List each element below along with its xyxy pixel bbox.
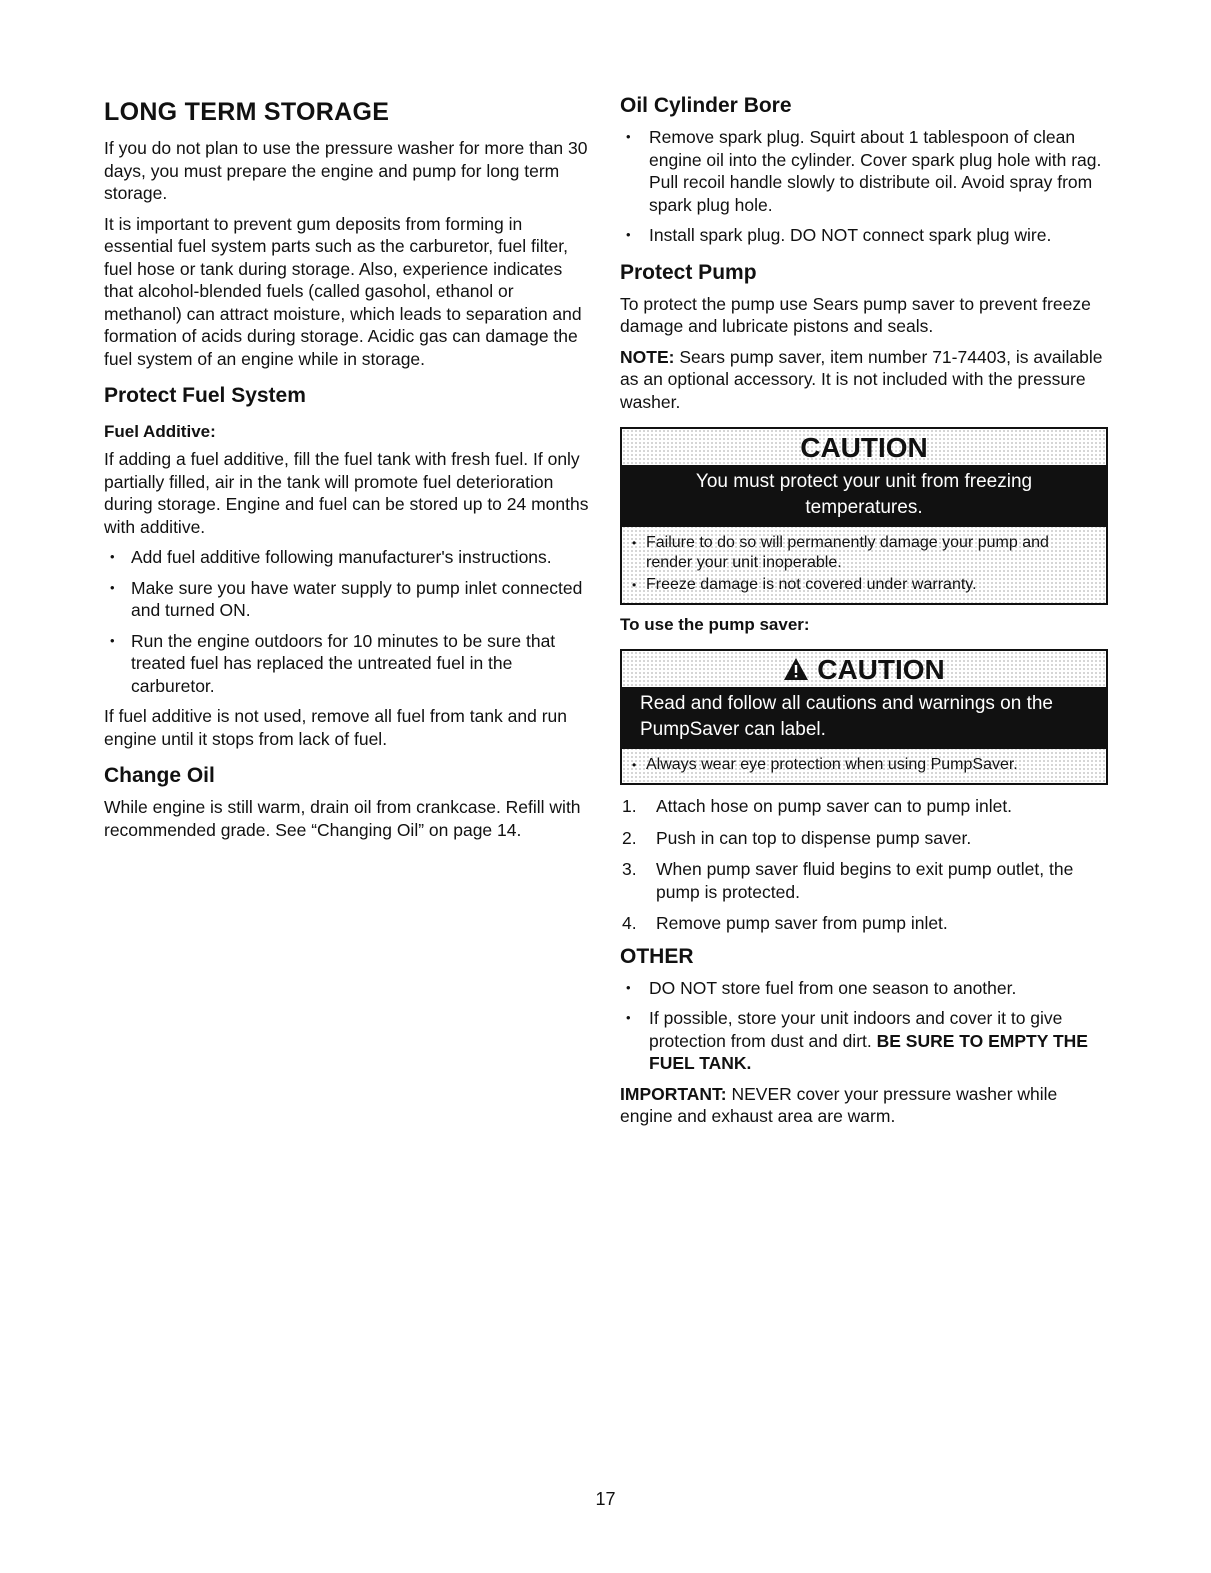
list-item: • Run the engine outdoors for 10 minutes to be sure that treated fuel has replaced the untreated fuel in the carburetor. bbox=[104, 630, 596, 698]
protect-pump-heading: Protect Pump bbox=[620, 260, 757, 284]
right-column bbox=[620, 92, 1108, 1136]
caution-list bbox=[622, 749, 1106, 783]
caution-heading: CAUTION bbox=[817, 654, 945, 685]
list-item: • Add fuel additive following manufacturer's instructions. bbox=[104, 546, 596, 569]
step-number: 3. bbox=[622, 859, 637, 879]
intro-paragraph-2: It is important to prevent gum deposits from forming in essential fuel system parts such as the carburetor, fuel filter, fuel hose or tank during storage. Also, experience indicates that alcohol-blended fuels (called gasohol, ethanol or methanol) can attract moisture, which leads to separation and formation of acids during storage. Acidic gas can damage the fuel system of an engine while in storage. bbox=[104, 213, 582, 369]
step-number: 2. bbox=[622, 827, 637, 848]
list-item: • DO NOT store fuel from one season to another. bbox=[620, 977, 1108, 1000]
page-number: 17 bbox=[595, 1489, 616, 1509]
caution-band: You must protect your unit from freezing temperatures. bbox=[622, 465, 1106, 527]
fuel-additive-heading: Fuel Additive: bbox=[104, 422, 216, 441]
oil-cylinder-list bbox=[620, 126, 1108, 247]
caution-heading-row bbox=[622, 651, 1106, 687]
step-text: Attach hose on pump saver can to pump inlet. bbox=[656, 796, 1013, 816]
pump-saver-steps bbox=[620, 795, 1108, 935]
step-item bbox=[620, 912, 1108, 935]
page-title: LONG TERM STORAGE bbox=[104, 98, 390, 126]
caution-list bbox=[622, 527, 1106, 603]
step-text: Remove pump saver from pump inlet. bbox=[656, 913, 948, 933]
other-bullet-text: If possible, store your unit indoors and cover it to give protection from dust and dirt. bbox=[649, 1008, 1063, 1051]
step-item bbox=[620, 795, 1108, 818]
list-item: • Install spark plug. DO NOT connect spark plug wire. bbox=[620, 224, 1108, 247]
important-paragraph bbox=[620, 1083, 1108, 1128]
important-text: NEVER cover your pressure washer while engine and exhaust area are warm. bbox=[620, 1083, 1058, 1126]
step-number: 1. bbox=[622, 796, 637, 816]
step-item bbox=[620, 858, 1108, 903]
list-item: • Make sure you have water supply to pump inlet connected and turned ON. bbox=[104, 577, 596, 622]
intro-paragraph-1: If you do not plan to use the pressure washer for more than 30 days, you must prepare the engine and pump for long term storage. bbox=[104, 138, 588, 203]
change-oil-heading: Change Oil bbox=[104, 764, 215, 787]
list-item: • Remove spark plug. Squirt about 1 tablespoon of clean engine oil into the cylinder. Cover spark plug hole with rag. Pull recoil handle slowly to distribute oil. Avoid spray from spark plug hole. bbox=[620, 126, 1108, 216]
protect-fuel-system-heading: Protect Fuel System bbox=[104, 384, 306, 407]
step-item bbox=[620, 827, 1108, 850]
list-item bbox=[620, 1007, 1108, 1075]
other-bullet-bold: BE SURE TO EMPTY THE FUEL TANK. bbox=[649, 1030, 1088, 1073]
note-paragraph bbox=[620, 346, 1108, 414]
caution-item: • Freeze damage is not covered under warranty. bbox=[630, 575, 1098, 595]
caution-box-pumpsaver bbox=[620, 649, 1108, 785]
caution-item: • Always wear eye protection when using PumpSaver. bbox=[630, 755, 1098, 775]
step-text: When pump saver fluid begins to exit pump outlet, the pump is protected. bbox=[656, 859, 1074, 902]
step-number: 4. bbox=[622, 913, 637, 933]
other-heading: OTHER bbox=[620, 944, 694, 968]
no-additive-paragraph: If fuel additive is not used, remove all fuel from tank and run engine until it stops from lack of fuel. bbox=[104, 706, 568, 749]
use-pump-saver-heading: To use the pump saver: bbox=[620, 615, 810, 634]
caution-heading: CAUTION bbox=[800, 432, 928, 463]
fuel-additive-paragraph: If adding a fuel additive, fill the fuel tank with fresh fuel. If only partially filled, air in the tank will promote fuel deterioration during storage. Engine and fuel can be stored up to 24 months with additive. bbox=[104, 449, 589, 537]
oil-cylinder-bore-heading: Oil Cylinder Bore bbox=[620, 94, 792, 117]
step-text: Push in can top to dispense pump saver. bbox=[656, 827, 972, 848]
caution-box-freezing bbox=[620, 427, 1108, 605]
note-label: NOTE: bbox=[620, 346, 675, 367]
left-column bbox=[104, 92, 596, 849]
protect-pump-paragraph: To protect the pump use Sears pump saver to prevent freeze damage and lubricate pistons and seals. bbox=[620, 293, 1091, 336]
caution-item: • Failure to do so will permanently damage your pump and render your unit inoperable. bbox=[630, 533, 1098, 573]
important-label: IMPORTANT: bbox=[620, 1083, 727, 1104]
note-text: Sears pump saver, item number 71-74403, is available as an optional accessory. It is not included with the pressure washer. bbox=[620, 346, 1103, 412]
caution-band: Read and follow all cautions and warnings on the PumpSaver can label. bbox=[622, 687, 1106, 749]
change-oil-paragraph: While engine is still warm, drain oil from crankcase. Refill with recommended grade. See “Changing Oil” on page 14. bbox=[104, 797, 581, 840]
fuel-additive-list bbox=[104, 546, 596, 697]
other-list bbox=[620, 977, 1108, 1075]
warning-triangle-icon bbox=[783, 657, 809, 681]
